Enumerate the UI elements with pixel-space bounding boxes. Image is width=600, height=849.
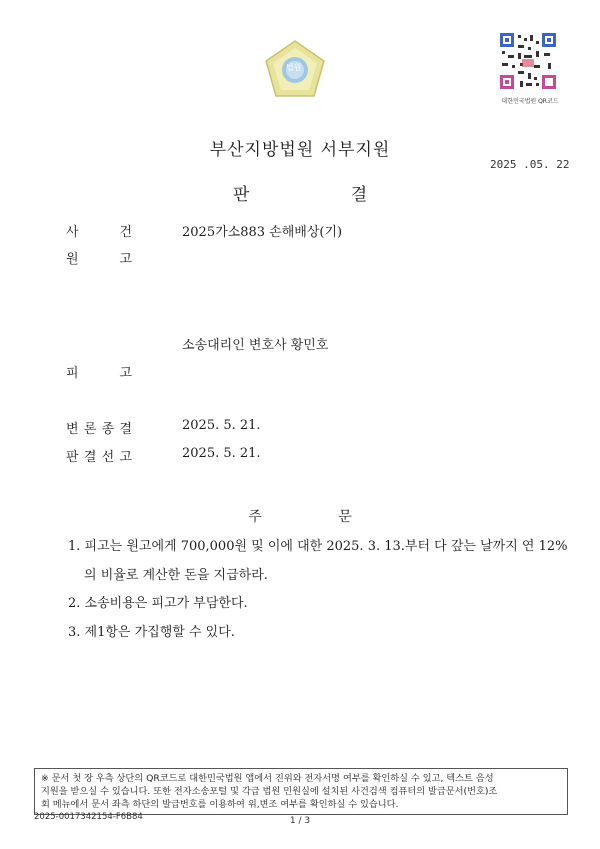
plaintiff-label: 원 고 — [66, 252, 132, 267]
court-emblem — [262, 38, 328, 100]
hearing-closed-value: 2025. 5. 21. — [182, 418, 261, 433]
judgment-date-value: 2025. 5. 21. — [182, 446, 261, 461]
qr-code — [500, 33, 556, 89]
verification-notice — [34, 768, 568, 815]
issuance-number: 2025-0017342154-F6B84 — [34, 812, 143, 822]
plaintiff-counsel: 소송대리인 변호사 황민호 — [182, 338, 329, 353]
hearing-closed-label: 변 론 종 결 — [66, 422, 132, 437]
qr-caption: 대한민국법원 QR코드 — [501, 98, 559, 105]
notice-line-3: 회 메뉴에서 문서 좌측 하단의 발급번호를 이용하여 위,변조 여부를 확인하실 수 있습니다. — [41, 799, 399, 810]
case-label: 사 건 — [66, 225, 132, 240]
date-stamp: 2025 .05. 22 — [490, 158, 570, 171]
document-title: 판 결 — [232, 185, 416, 205]
order-item-3: 3. 제1항은 가집행할 수 있다. — [68, 625, 235, 640]
page-number: 1 / 3 — [289, 816, 311, 826]
judgment-date-label: 판 결 선 고 — [66, 450, 132, 465]
case-value: 2025가소883 손해배상(기) — [182, 225, 343, 240]
order-item-1: 1. 피고는 원고에게 700,000원 및 이에 대한 2025. 3. 13.부터 다 갚는 날까지 연 12% — [68, 539, 568, 554]
court-name: 부산지방법원 서부지원 — [209, 140, 391, 160]
notice-line-1: ※ 문서 첫 장 우측 상단의 QR코드로 대한민국법원 앱에서 진위와 전자서명 여부를 확인하실 수 있고, 텍스트 음성 — [41, 773, 494, 784]
order-title: 주 문 — [248, 509, 388, 525]
notice-line-2: 지원을 받으실 수 있습니다. 또한 전자소송포털 및 각급 법원 민원실에 설치된 사건검색 컴퓨터의 발급문서(번호)조 — [41, 786, 498, 797]
order-item-1-continued: 의 비율로 계산한 돈을 지급하라. — [84, 568, 268, 583]
defendant-label: 피 고 — [66, 366, 132, 381]
order-item-2: 2. 소송비용은 피고가 부담한다. — [68, 596, 248, 611]
emblem-text: 법원 — [286, 63, 302, 72]
